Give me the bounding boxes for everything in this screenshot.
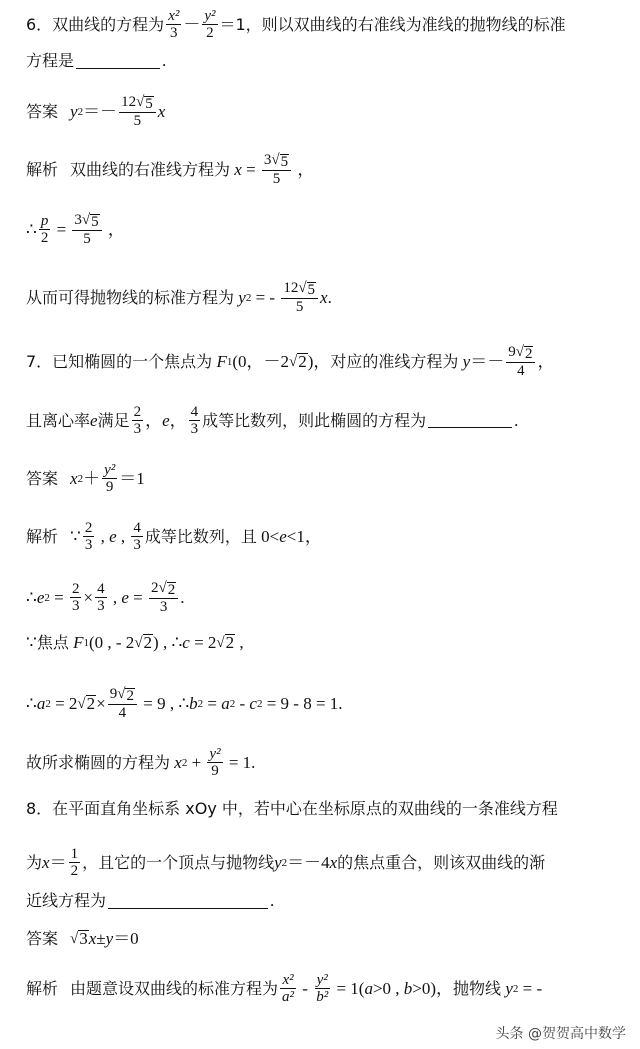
answer-label: 答案 <box>26 101 59 121</box>
p6-q-suffix: ＝1，则以双曲线的右准线为准线的抛物线的标准 <box>219 14 566 34</box>
p7-analysis-2: ∴ e 2 = $\frac{2}{3}$ × $\frac{4}{3}$ , e = 2 √ 2 3 . <box>26 580 185 615</box>
problem-8-line2: 为 x ＝ $\frac{1}{2}$ ，且它的一个顶点与抛物线 y 2 ＝－4 x 的焦点重合，则该双曲线的渐 <box>26 846 546 879</box>
p7-analysis-5: 故所求椭圆的方程为 x 2 + $\frac{\text{y²}}{9}$ = 1. <box>26 746 256 779</box>
p8-analysis-1: 解析 由题意设双曲线的标准方程为 $\frac{\text{x²}}{\text{a²}}$ - $\frac{\text{y²}}{\text{b²}}$ = 1( a >0 , b >0)， 抛物线 y 2 = - <box>26 972 543 1005</box>
p6-q-line2: 方程是 <box>26 51 75 70</box>
answer-blank <box>108 894 268 909</box>
problem-8-line1 <box>26 798 626 820</box>
frac-12sqrt5-5: 12 √ 5 5 <box>119 94 156 129</box>
watermark: 头条 @贺贺高中数学 <box>495 1026 626 1042</box>
p6-analysis-1: 解析 双曲线的右准线方程为 x = 3 √ 5 5 ， <box>26 152 315 187</box>
p6-analysis-2: ∴ $\frac{p}{2}$ = 3 √ 5 5 ， <box>26 212 125 247</box>
problem-7-line1: 7．已知椭圆的一个焦点为 F 1 (0，－2 √ 2 )， 对应的准线方程为 y ＝－ 9 √ 2 4 ， <box>26 344 555 379</box>
answer-label: 答案 <box>26 468 59 488</box>
answer-blank <box>76 54 160 69</box>
p6-q-prefix: 6．双曲线的方程为 <box>26 14 165 34</box>
p8-q-line1: 8．在平面直角坐标系 xOy 中，若中心在坐标原点的双曲线的一条准线方程 <box>26 799 558 818</box>
problem-8-line3: 近线方程为 . <box>26 891 275 910</box>
answer-blank <box>428 413 512 428</box>
analysis-label: 解析 <box>26 526 59 546</box>
frac-y2-2: $\frac{\text{y²}}{2}$ <box>204 8 216 41</box>
p7-analysis-4: ∴ a 2 = 2 √ 2 × 9 √ 2 4 = 9 , ∴ b 2 = a 2 - c 2 = 9 - 8 = 1. <box>26 686 343 721</box>
problem-7-line2: 且离心率 e 满足 $\frac{2}{3}$ ， e ， $\frac{4}{3}$ 成等比数列，则此椭圆的方程为 . <box>26 404 519 437</box>
p8-q-line3: 近线方程为 <box>26 891 107 910</box>
frac-x2-3: $\frac{\text{x²}}{3}$ <box>168 8 180 41</box>
problem-6-line1: 6．双曲线的方程为 $\frac{\text{x²}}{3}$ － $\frac{\text{y²}}{2}$ ＝1，则以双曲线的右准线为准线的抛物线的标准 <box>26 8 566 41</box>
p6-analysis-3: 从而可得抛物线的标准方程为 y 2 = - 12 √ 5 5 x . <box>26 280 332 315</box>
p7-analysis-1: 解析 ∵ $\frac{2}{3}$ , e , $\frac{4}{3}$ 成等比数列，且 0< e <1， <box>26 520 322 553</box>
analysis-label: 解析 <box>26 978 59 998</box>
p7-analysis-3: ∵ 焦点 F 1 (0 , - 2 √ 2 ) , ∴ c = 2 √ 2 , <box>26 633 244 652</box>
p7-answer: 答案 x 2 ＋ $\frac{\text{y²}}{9}$ ＝1 <box>26 462 145 495</box>
analysis-label: 解析 <box>26 159 59 179</box>
answer-label: 答案 <box>26 929 59 948</box>
p8-answer: 答案 √ 3 x ± y ＝0 <box>26 929 139 948</box>
problem-6-line2: 方程是 . <box>26 51 167 70</box>
p6-answer: 答案 y 2 ＝－ 12 √ 5 5 x <box>26 94 166 129</box>
